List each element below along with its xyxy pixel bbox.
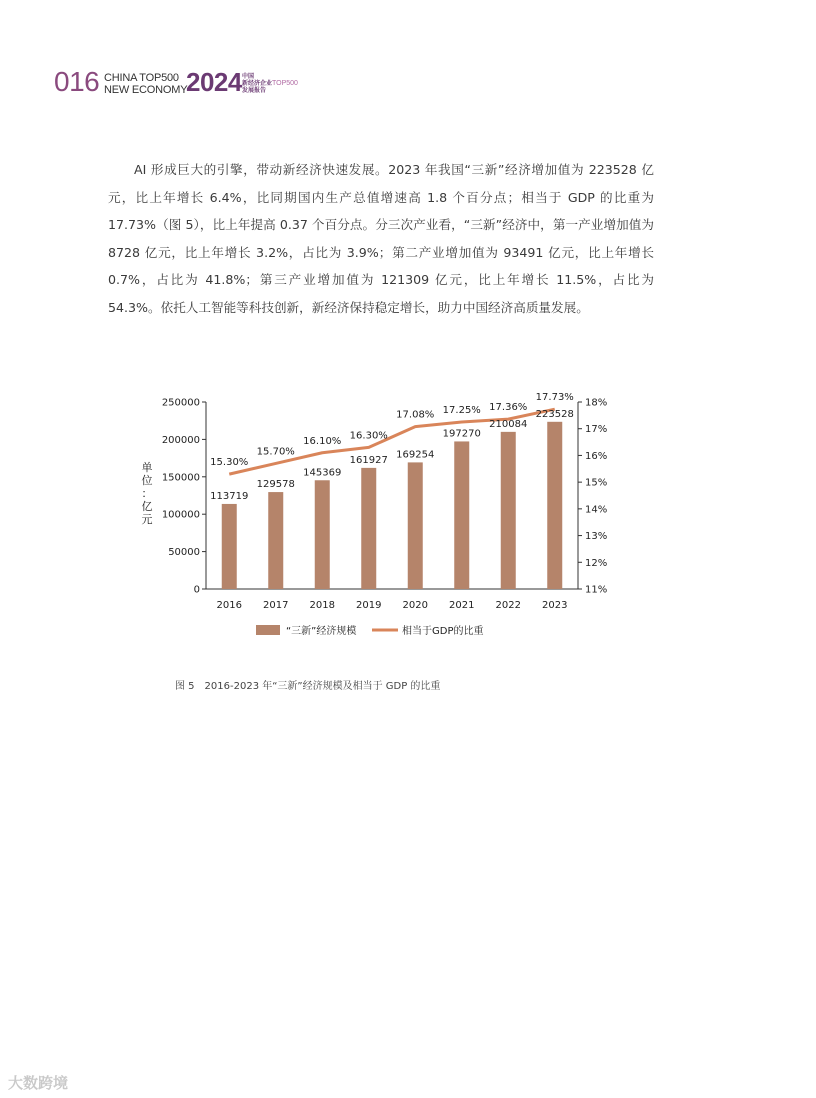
bar-value-label: 129578 xyxy=(256,479,295,491)
bar-2019 xyxy=(361,468,376,589)
figure-number: 图 5 xyxy=(175,681,195,692)
bar-2021 xyxy=(454,441,469,589)
right-axis-tick-label: 15% xyxy=(585,477,608,489)
bar-2016 xyxy=(222,504,237,589)
report-year: 2024 xyxy=(186,67,242,97)
y-axis-label-char: ： xyxy=(141,487,153,500)
right-axis-tick-label: 16% xyxy=(585,450,608,462)
brand-line-2: NEW ECONOMY xyxy=(104,84,188,96)
x-axis-tick-label: 2018 xyxy=(309,600,335,611)
x-axis-tick-label: 2016 xyxy=(216,600,242,611)
bar-2023 xyxy=(547,422,562,589)
subtitle-line-1: 中国 xyxy=(242,73,255,80)
y-axis-label-char: 单 xyxy=(141,461,153,474)
x-axis-tick-label: 2020 xyxy=(402,600,428,611)
left-axis-tick-label: 200000 xyxy=(161,434,200,446)
right-axis-tick-label: 11% xyxy=(585,584,608,596)
left-axis-tick-label: 50000 xyxy=(168,547,200,559)
y-axis-label-char: 位 xyxy=(141,474,153,487)
line-value-label: 16.10% xyxy=(303,435,342,447)
line-value-label: 17.25% xyxy=(442,405,481,417)
bar-value-label: 210084 xyxy=(489,418,528,430)
brand-line-1: CHINA TOP500 xyxy=(104,72,179,84)
x-axis-tick-label: 2023 xyxy=(542,600,568,611)
legend-line-label: 相当于GDP的比重 xyxy=(402,626,484,637)
left-axis-tick-label: 150000 xyxy=(161,472,200,484)
bar-2022 xyxy=(501,432,516,589)
subtitle-line-2: 新经济企业 xyxy=(242,80,273,87)
bar-2017 xyxy=(268,492,283,589)
right-axis-tick-label: 18% xyxy=(585,397,608,409)
line-value-label: 17.08% xyxy=(396,409,435,421)
figure-title: 2016-2023 年“三新”经济规模及相当于 GDP 的比重 xyxy=(204,681,441,692)
legend-bar-label: “三新”经济规模 xyxy=(286,626,357,637)
bar-value-label: 169254 xyxy=(396,449,435,461)
body-paragraph: AI 形成巨大的引擎，带动新经济快速发展。2023 年我国“三新”经济增加值为 223528 亿元，比上年增长 6.4%，比同期国内生产总值增速高 1.8 个百分点；相当于 GDP 的比重为 17.73%（图 5），比上年提高 0.37 个百分点。分三次产业看，“三新”经济中，第一产业增加值为 8728 亿元，比上年增长 3.2%，占比为 3.9%；第二产业增加值为 93491 亿元，比上年增长 0.7%，占比为 41.8%；第三产业增加值为 121309 亿元，比上年增长 11.5%，占比为 54.3%。依托人工智能等科技创新，新经济保持稳定增长，助力中国经济高质量发展。 xyxy=(108,162,654,315)
x-axis-tick-label: 2022 xyxy=(495,600,521,611)
left-axis-tick-label: 0 xyxy=(193,584,200,596)
line-value-label: 17.36% xyxy=(489,402,528,414)
subtitle-line-3: 发展报告 xyxy=(242,87,267,94)
line-value-label: 17.73% xyxy=(535,392,574,404)
x-axis-tick-label: 2019 xyxy=(356,600,382,611)
x-axis-tick-label: 2021 xyxy=(449,600,475,611)
line-value-label: 15.30% xyxy=(210,457,249,469)
x-axis-tick-label: 2017 xyxy=(263,600,289,611)
right-axis-tick-label: 17% xyxy=(585,424,608,436)
line-value-label: 16.30% xyxy=(349,430,388,442)
bar-value-label: 145369 xyxy=(303,467,342,479)
bar-2020 xyxy=(408,462,423,589)
report-top500-tag: TOP500 xyxy=(272,80,298,87)
right-axis-tick-label: 13% xyxy=(585,531,608,543)
y-axis-label-char: 元 xyxy=(141,513,153,526)
page-number: 016 xyxy=(54,66,100,97)
bar-value-label: 223528 xyxy=(535,408,574,420)
left-axis-tick-label: 250000 xyxy=(161,397,200,409)
bar-value-label: 113719 xyxy=(210,490,249,502)
right-axis-tick-label: 12% xyxy=(585,557,608,569)
left-axis-tick-label: 100000 xyxy=(161,509,200,521)
bar-value-label: 197270 xyxy=(442,428,481,440)
bar-2018 xyxy=(315,480,330,589)
line-value-label: 15.70% xyxy=(256,446,295,458)
watermark: 大数跨境 xyxy=(8,1074,69,1092)
right-axis-tick-label: 14% xyxy=(585,504,608,516)
y-axis-label-char: 亿 xyxy=(141,500,153,513)
legend-bar-swatch xyxy=(256,625,280,635)
figure-caption xyxy=(175,677,440,692)
bar-value-label: 161927 xyxy=(349,454,388,466)
